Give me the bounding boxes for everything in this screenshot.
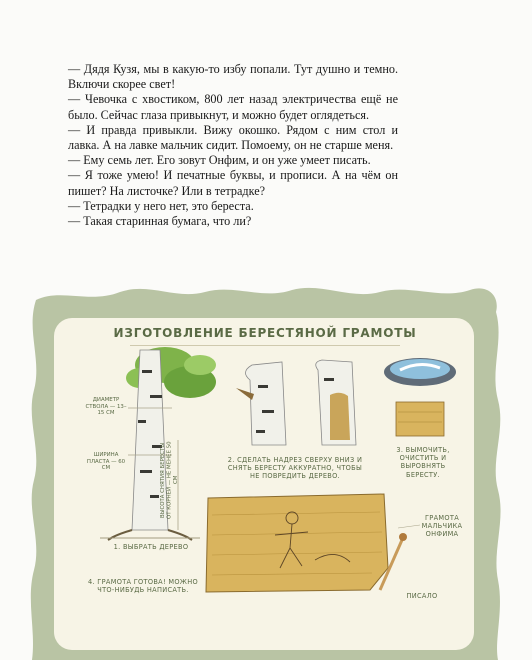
dialogue-line: — Я тоже умею! И печатные буквы, и прописи. А на чём он пишет? На листочке? Или в тетрадке? — [68, 168, 398, 198]
dialogue-line: — Дядя Кузя, мы в какую-то избу попали. Тут душно и темно. Включи скорее свет! — [68, 62, 398, 92]
dialogue-line: — Тетрадки у него нет, это береста. — [68, 198, 254, 213]
dialogue-line: — И правда привыкли. Вижу окошко. Рядом с ним стол и лавка. А на лавке мальчик сидит. Помоему, он не старше меня. — [68, 122, 398, 153]
dialogue-line: — Ему семь лет. Его зовут Онфим, и он уже умеет писать. — [68, 153, 371, 168]
birch-cut-icon — [236, 360, 356, 445]
trunk-diameter-label: ДИАМЕТР СТВОЛА — 13–15 СМ — [85, 397, 127, 417]
infographic-title: ИЗГОТОВЛЕНИЕ БЕРЕСТЯНОЙ ГРАМОТЫ — [113, 326, 417, 340]
removal-height-label: ВЫСОТА СНЯТИЯ БЕРЕСТЫ ОТ КОРНЕЙ — НЕ МЕНЕЕ 50 СМ — [160, 441, 180, 519]
dialogue-line: — Такая старинная бумага, что ли? — [68, 214, 252, 229]
letter-label: ГРАМОТА МАЛЬЧИКА ОНФИМА — [421, 514, 463, 539]
stylus-label: ПИСАЛО — [406, 592, 438, 600]
soaking-tray-icon — [384, 358, 456, 386]
step-4-caption: 4. ГРАМОТА ГОТОВА! МОЖНО ЧТО-НИБУДЬ НАПИСАТЬ. — [88, 578, 198, 595]
birch-bark-letter-icon — [206, 494, 388, 592]
step-3-caption: 3. ВЫМОЧИТЬ, ОЧИСТИТЬ И ВЫРОВНЯТЬ БЕРЕСТУ. — [396, 446, 450, 479]
layer-width-label: ШИРИНА ПЛАСТА — 60 СМ — [86, 452, 126, 472]
flattened-bark-icon — [396, 402, 444, 436]
step-1-caption: 1. ВЫБРАТЬ ДЕРЕВО — [113, 543, 189, 551]
step-2-caption: 2. СДЕЛАТЬ НАДРЕЗ СВЕРХУ ВНИЗ И СНЯТЬ БЕРЕСТУ АККУРАТНО, ЧТОБЫ НЕ ПОВРЕДИТЬ ДЕРЕВО. — [227, 456, 363, 481]
dialogue-line: — Чевочка с хвостиком, 800 лет назад электричества ещё не было. Сейчас глаза привыкнут, и можно будет оглядеться. — [68, 92, 398, 122]
